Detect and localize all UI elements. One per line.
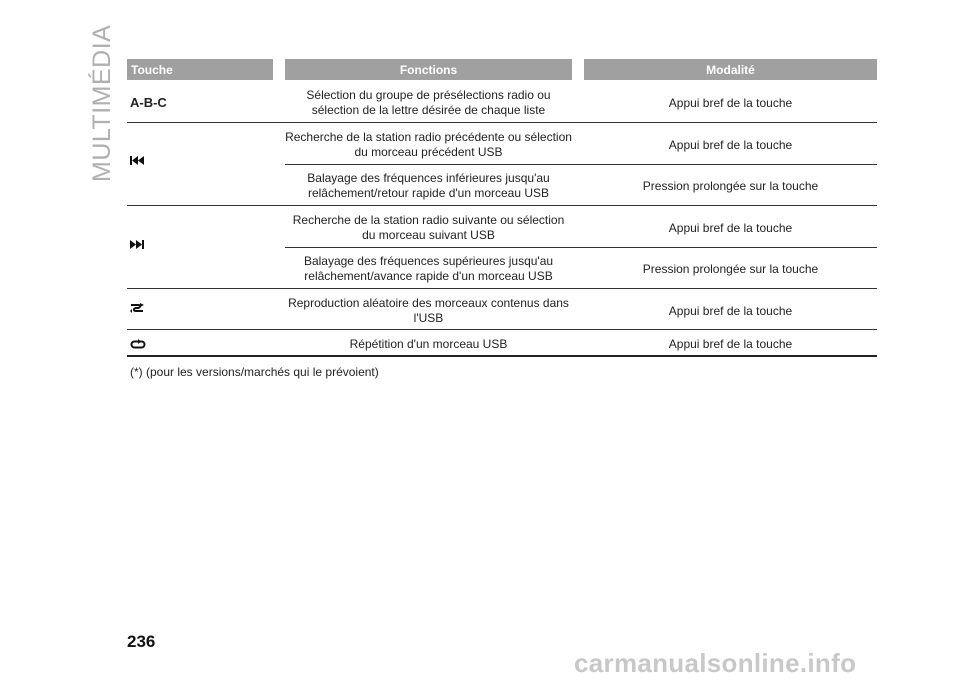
mode-text: Pression prolongée sur la touche (642, 179, 819, 193)
function-text: Balayage des fréquences inférieures jusqu'au relâchement/retour rapide d'un morceau USB (307, 171, 550, 200)
function-text: Répétition d'un morceau USB (349, 337, 508, 351)
previous-track-icon (130, 156, 144, 165)
row-divider (127, 205, 877, 206)
section-title: MULTIMÉDIA (88, 24, 116, 182)
mode-text: Appui bref de la touche (668, 304, 793, 318)
page-number: 236 (127, 632, 156, 651)
mode-text: Appui bref de la touche (668, 138, 793, 152)
next-track-icon (130, 240, 144, 249)
mode-text: Appui bref de la touche (668, 221, 793, 235)
mode-text: Pression prolongée sur la touche (642, 262, 819, 276)
function-text: Recherche de la station radio suivante ou sélection du morceau suivant USB (292, 213, 565, 242)
header-fonctions: Fonctions (285, 59, 572, 80)
header-modalite: Modalité (584, 59, 877, 80)
footnote: (*) (pour les versions/marchés qui le prévoient) (130, 365, 379, 379)
mode-text: Appui bref de la touche (668, 96, 793, 110)
row-divider (285, 247, 877, 248)
row-divider (127, 122, 877, 123)
row-divider (127, 288, 877, 289)
watermark: carmanualsonline.info (574, 648, 857, 678)
header-touche: Touche (127, 59, 273, 80)
repeat-icon (130, 339, 146, 350)
mode-text: Appui bref de la touche (668, 337, 793, 351)
function-text: Balayage des fréquences supérieures jusqu'au relâchement/avance rapide d'un morceau USB (303, 254, 554, 283)
row-divider (285, 164, 877, 165)
table-bottom-rule (127, 355, 877, 357)
key-abc: A-B-C (130, 95, 167, 110)
row-divider (127, 329, 877, 330)
shuffle-icon (130, 302, 144, 314)
function-text: Recherche de la station radio précédente ou sélection du morceau précédent USB (285, 130, 572, 159)
function-text: Reproduction aléatoire des morceaux contenus dans l'USB (288, 296, 569, 325)
function-text: Sélection du groupe de présélections radio ou sélection de la lettre désirée de chaque liste (306, 88, 551, 117)
